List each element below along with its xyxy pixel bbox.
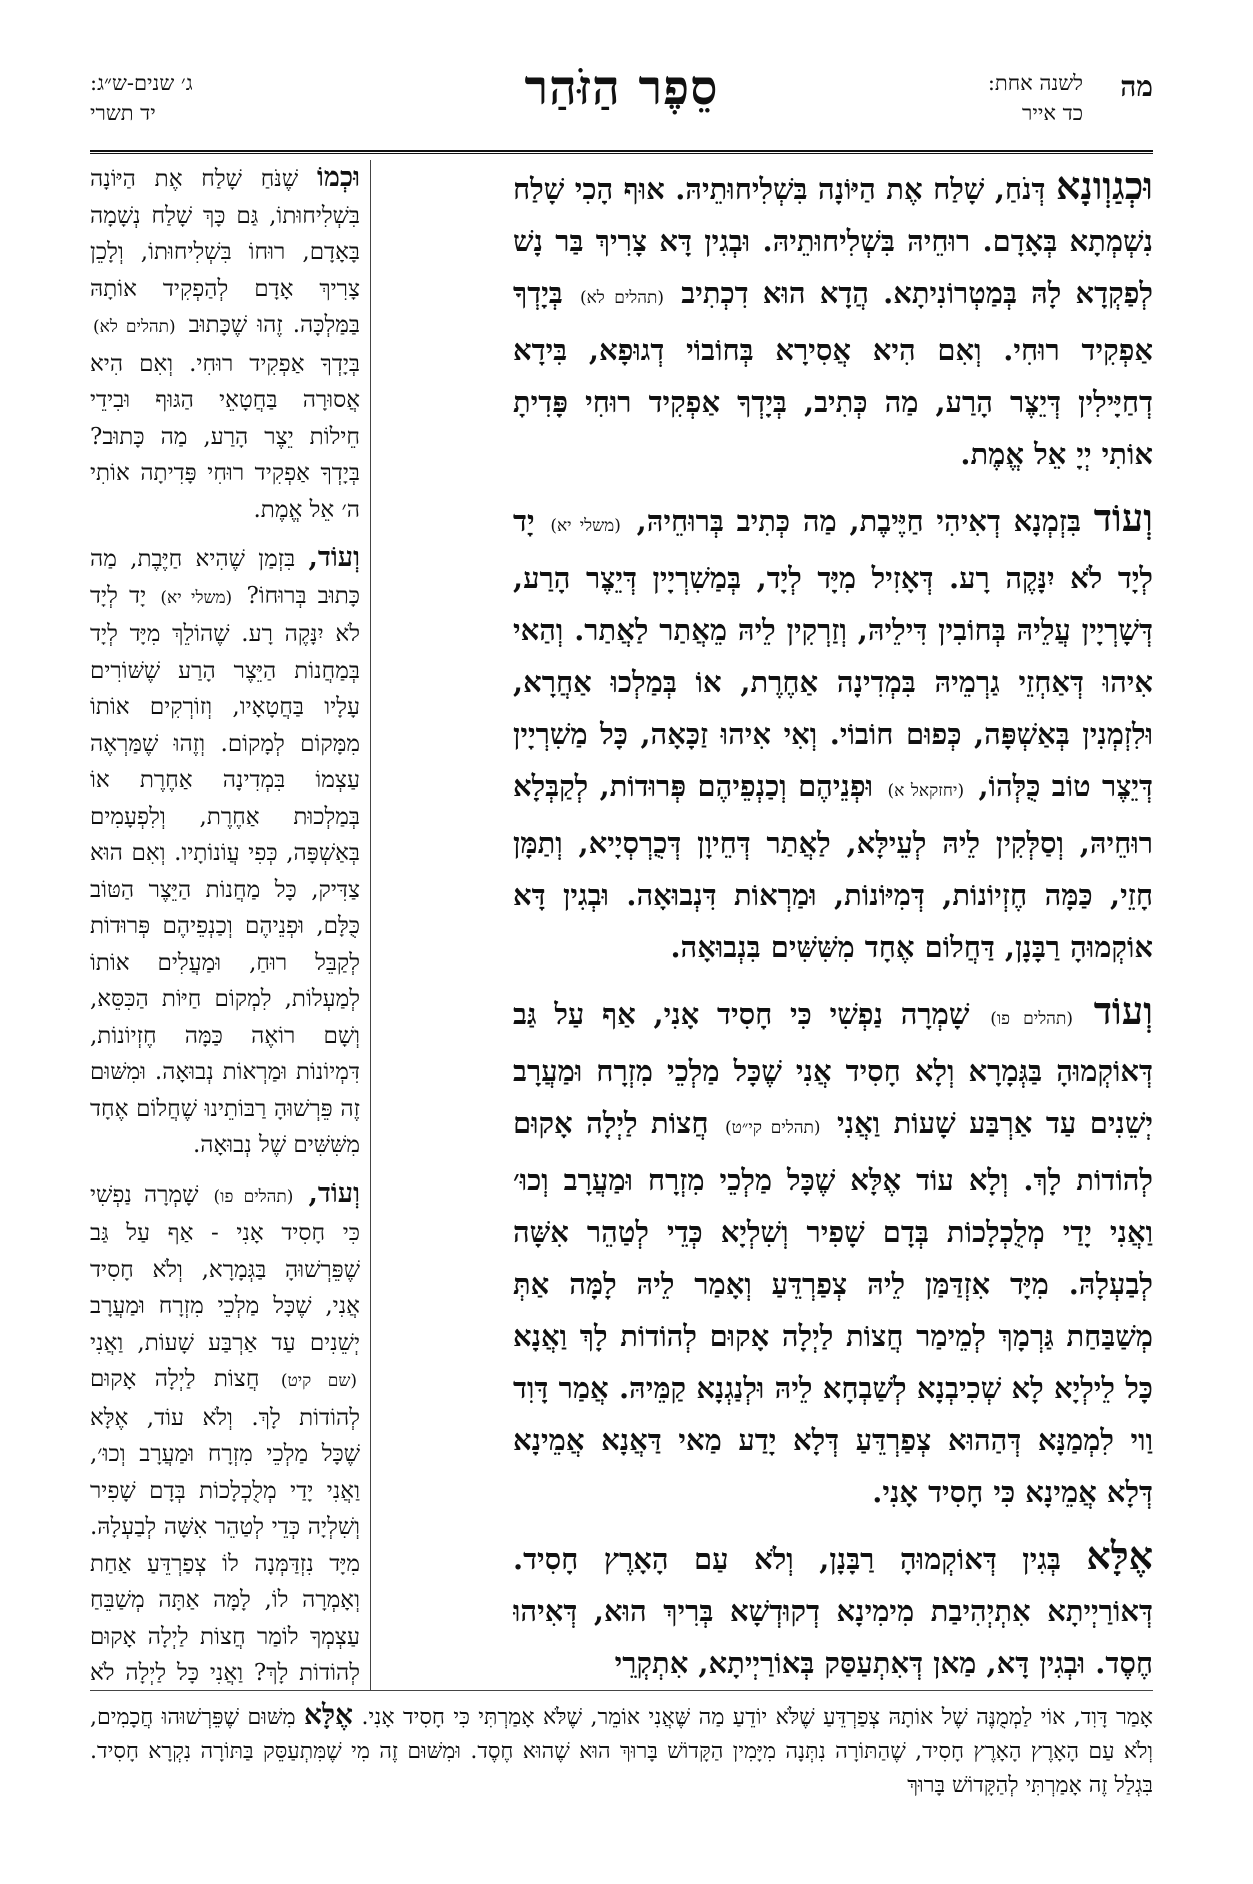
verse-reference: (שם קיט): [280, 1371, 358, 1391]
lead-word: וְעוֹד,: [308, 1177, 360, 1209]
main-paragraph-2: וְעוֹד בִּזְמְנָא דְאִיהִי חַיֶּיבֶת, מַה כְּתִיב בְּרוּחֵיהּ, (משלי יא) יָד לְיָד לֹא יִנָּקֶה רָע. דְּאָזִיל מִיָּד לְיָד, בְּמַשִׁרְיָין דְּיֵצֶר הָרַע, דְּשָׁרְיָין עֲלֵיהּ בְּחוֹבִין דִּילֵיהּ, וְזַרְקִין לֵיהּ מֵאֲתַר לַאֲתַר. וְהַאי אִיהוּ דְּאַחְזֵי גַרְמֵיהּ בִּמְדִינָה אַחֶרֶת, אוֹ בְּמַלְכוּ אַחֲרָא, וּלִזְמְנִין בְּאַשְׁפָּה, כְּפוּם חוֹבוֹי. וְאִי אִיהוּ זַכָּאָה, כָּל מַשִׁרְיָין דְּיֵצֶר טוֹב כֻּלְּהוֹ, (יחזקאל א) וּפְנֵיהֶם וְכַנְפֵיהֶם פְּרוּדוֹת, לְקַבְּלָא רוּחֵיהּ, וְסַלְּקִין לֵיהּ לְעֵילָּא, לַאֲתַר דְּחֵיוָן דְּכֻרְסְיָיא, וְתַמָּן חָזֵי, כַּמָּה חֶזְיוֹנוֹת, דְּמִיּוֹנוֹת, וּמַרְאוֹת דִּנְבוּאָה. וּבְגִין דָּא אוֹקְמוּהָ רַבָּנָן, דַּחֲלוֹם אֶחָד מִשִּׁשִּׁים בִּנְבוּאָה.: [513, 495, 1153, 964]
verse-reference: (תהלים קי״ט): [725, 1118, 821, 1138]
footer-text: אָמַר דָּוִד, אוֹי לַמְמֻנֶּה שֶׁל אוֹתָהּ צְפַרְדֵּעַ שֶׁלֹּא יוֹדֵעַ מַה שֶּׁאֲנִי אוֹמֵר, שֶׁלֹּא אָמַרְתִּי כִּי חָסִיד אָנִי.: [361, 1705, 1153, 1730]
translation-column-hebrew: [90, 160, 360, 1685]
verse-reference: (תהלים פו): [213, 1186, 294, 1207]
schedule-three-years-date: יד תשרי: [90, 101, 156, 125]
book-title: סֵפֶר הַזֹּהַר: [524, 60, 719, 116]
translation-paragraph-2: וְעוֹד, בִּזְמַן שֶׁהִיא חַיֶּבֶת, מַה כָּתוּב בְּרוּחוֹ? (משלי יא) יָד לְיָד לֹא יִנָּקֶה רָע. שֶׁהוֹלֵךְ מִיָּד לְיָד בְּמַחֲנוֹת הַיֵּצֶר הָרַע שֶׁשּׁוֹרִים עָלָיו בַּחֲטָאָיו, וְזוֹרְקִים אוֹתוֹ מִמָּקוֹם לְמָקוֹם. וְזֶהוּ שֶׁמַּרְאֶה עַצְמוֹ בִּמְדִינָה אַחֶרֶת אוֹ בְּמַלְכוּת אַחֶרֶת, וְלִפְעָמִים בְּאַשְׁפָּה, כְּפִי עֲוֹנוֹתָיו. וְאִם הוּא צַדִּיק, כָּל מַחֲנוֹת הַיֵּצֶר הַטּוֹב כֻּלָּם, וּפְנֵיהֶם וְכַנְפֵיהֶם פְּרוּדוֹת לְקַבֵּל רוּחַ, וּמַעֲלִים אוֹתוֹ לְמַעְלוֹת, לִמְקוֹם חַיּוֹת הַכִּסֵּא, וְשָׁם רוֹאֶה כַּמָּה חֶזְיוֹנוֹת, דִּמְיוֹנוֹת וּמַרְאוֹת נְבוּאָה. וּמִשּׁוּם זֶה פֵּרְשׁוּהָ רַבּוֹתֵינוּ שֶׁחֲלוֹם אֶחָד מִשִּׁשִּׁים שֶׁל נְבוּאָה.: [90, 542, 360, 1158]
translation-paragraph-3: וְעוֹד, (תהלים פו) שָׁמְרָה נַפְשִׁי כִּי חָסִיד אָנִי - אַף עַל גַּב שֶׁפֵּרְשׁוּהָ בַּגְּמָרָא, וְלֹא חָסִיד אֲנִי, שֶׁכָּל מַלְכֵי מִזְרָח וּמַעֲרָב יְשֵׁנִים עַד אַרְבַּע שָׁעוֹת, וַאֲנִי (שם קיט) חֲצוֹת לַיְלָה אָקוּם לְהוֹדוֹת לָךְ. וְלֹא עוֹד, אֶלָּא שֶׁכָּל מַלְכֵי מִזְרָח וּמַעֲרָב וְכוּ׳, וַאֲנִי יָדַי מְלֻכְלָכוֹת בְּדָם שָׁפִיר וְשִׁלְיָה כְּדֵי לְטַהֵר אִשָּׁה לְבַעְלָהּ. מִיָּד נִזְדַּמְּנָה לוֹ צְפַרְדֵּעַ אַחַת וְאָמְרָה לוֹ, לָמָּה אַתָּה מְשַׁבֵּחַ עַצְמְךָ לוֹמַר חֲצוֹת לַיְלָה אָקוּם לְהוֹדוֹת לָךְ? וַאֲנִי כָּל לַיְלָה לֹא: [90, 1177, 360, 1685]
lead-word: וְעוֹד: [1093, 988, 1153, 1033]
lead-word: וּכְגַוְונָא: [1055, 163, 1153, 208]
study-schedule-three-years: [90, 68, 193, 128]
lead-word: אֶלָּא: [1086, 1533, 1153, 1578]
footer-text: מִשּׁוּם שֶׁפֵּרְשׁוּהוּ חֲכָמִים, וְלֹא עַם הָאָרֶץ הָאָרֶץ חָסִיד, שֶׁהַתּוֹרָה נִתְּנָה מִיָּמִין הַקָּדוֹשׁ בָּרוּךְ הוּא שֶׁהוּא חֶסֶד. וּמִשּׁוּם זֶה מִי שֶׁמִּתְעַסֵּק בַּתּוֹרָה נִקְרָא חָסִיד. בִּגְלַל זֶה אָמַרְתִּי לְהַקָּדוֹשׁ בָּרוּךְ: [90, 1705, 1153, 1798]
schedule-one-year-date: כד אייר: [1022, 101, 1083, 125]
page-number: מה: [1120, 70, 1153, 103]
verse-reference: (תהלים לא): [93, 317, 176, 337]
main-paragraph-4: אֶלָּא בְּגִין דְּאוֹקְמוּהָ רַבָּנָן, וְלֹא עַם הָאָרֶץ חָסִיד. דְּאוֹרַיְיתָא אִתְיְהִיבַת מִימִינָא דְקוּדְשָׁא בְּרִיךְ הוּא, דְּאִיהוּ חֶסֶד. וּבְגִין דָּא, מַאן דְּאִתְעַסַּק בְּאוֹרַיְיתָא, אִתְקְרֵי: [513, 1533, 1153, 1680]
header-rule: [90, 150, 1153, 152]
lead-word: וּכְמוֹ: [316, 162, 360, 193]
verse-reference: (משלי יא): [550, 516, 621, 536]
lead-word: וְעוֹד,: [308, 542, 360, 573]
schedule-one-year-label: לשנה אחת:: [987, 71, 1083, 95]
verse-reference: (תהלים לא): [579, 288, 665, 308]
verse-reference: (יחזקאל א): [887, 781, 965, 801]
verse-reference: (משלי יא): [160, 587, 233, 608]
footer-rule: [90, 1690, 1153, 1691]
translation-continuation-footer: [90, 1698, 1153, 1848]
main-paragraph-3: וְעוֹד (תהלים פו) שָׁמְרָה נַפְשִׁי כִּי חָסִיד אָנִי, אַף עַל גַּב דְּאוֹקְמוּהָ בַּגְּמָרָא וְלָא חָסִיד אֲנִי שֶׁכָּל מַלְכֵי מִזְרָח וּמַעֲרָב יְשֵׁנִים עַד אַרְבַּע שָׁעוֹת וַאֲנִי (תהלים קי״ט) חֲצוֹת לַיְלָה אָקוּם לְהוֹדוֹת לָךְ. וְלָא עוֹד אֶלָּא שֶׁכָּל מַלְכֵי מִזְרָח וּמַעֲרָב וְכוּ׳ וַאֲנִי יָדַי מְלֻכְלָכוֹת בְּדָם שָׁפִיר וְשִׁלְיָא כְּדֵי לְטַהֵר אִשָּׁה לְבַעְלָהּ. מִיָּד אִזְדַּמַּן לֵיהּ צְפַרְדֵּעַ וְאָמַר לֵיהּ לָמָּה אַתְּ מְשַׁבַּחַת גַּרְמָךְ לְמֵימַר חֲצוֹת לַיְלָה אָקוּם לְהוֹדוֹת לָךְ וַאֲנָא כָּל לֵילְיָא לָא שְׁכִיבְנָא לְשַׁבְחָא לֵיהּ וּלְנַגְנָא קַמֵּיהּ. אֲמַר דָּוִד וַוי לִמְמַנָּא דְּהַהוּא צְפַרְדֵּעַ דְּלָא יָדַע מַאי דַּאֲנָא אֲמֵינָא דְּלָא אֲמֵינָא כִּי חָסִיד אָנִי.: [513, 988, 1153, 1509]
header-rule-thin: [90, 153, 1153, 154]
verse-reference: (תהלים פו): [990, 1009, 1073, 1029]
page-header: [90, 60, 1153, 140]
column-divider: [370, 160, 371, 1690]
main-column-aramaic: [513, 160, 1153, 1685]
main-paragraph-1: וּכְגַוְונָא דְּנֹחַ, שָׁלַח אֶת הַיּוֹנָה בִּשְׁלִיחוּתֵיהּ. אוּף הָכִי שָׁלַח נִשְׁמְתָא בְּאָדָם. רוּחֵיהּ בִּשְׁלִיחוּתֵיהּ. וּבְגִין דָּא צָרִיךְ בַּר נָשׁ לְפַקְדָא לָהּ בְּמַטְרוֹנִיתָא. הֲדָא הוּא דִכְתִיב (תהלים לא) בְּיָדְךָ אַפְקִיד רוּחִי. וְאִם הִיא אֲסִירָא בְּחוֹבוֹי דְגוּפָא, בִּידָא דְחַיָּילִין דְּיֵצֶר הָרַע, מַה כְּתִיב, בְּיָדְךָ אַפְקִיד רוּחִי פָּדִיתָ אוֹתִי יְיָ אֵל אֱמֶת.: [513, 163, 1153, 471]
schedule-three-years-label: ג׳ שנים-ש״ג:: [90, 71, 193, 95]
lead-word: וְעוֹד: [1093, 495, 1153, 540]
translation-paragraph-1: וּכְמוֹ שֶׁנֹּחַ שָׁלַח אֶת הַיּוֹנָה בִּשְׁלִיחוּתוֹ, גַּם כָּךְ שָׁלַח נְשָׁמָה בָּאָדָם, רוּחוֹ בִּשְׁלִיחוּתוֹ, וְלָכֵן צָרִיךְ אָדָם לְהַפְקִיד אוֹתָהּ בַּמַּלְכָּה. זֶהוּ שֶׁכָּתוּב (תהלים לא) בְּיָדְךָ אַפְקִיד רוּחִי. וְאִם הִיא אֲסוּרָה בַּחֲטָאֵי הַגּוּף וּבִידֵי חֵילוֹת יֵצֶר הָרַע, מַה כָּתוּב? בְּיָדְךָ אַפְקִיד רוּחִי פָּדִיתָה אוֹתִי ה׳ אֵל אֱמֶת.: [90, 162, 360, 523]
lead-word: אֶלָּא: [303, 1698, 354, 1731]
